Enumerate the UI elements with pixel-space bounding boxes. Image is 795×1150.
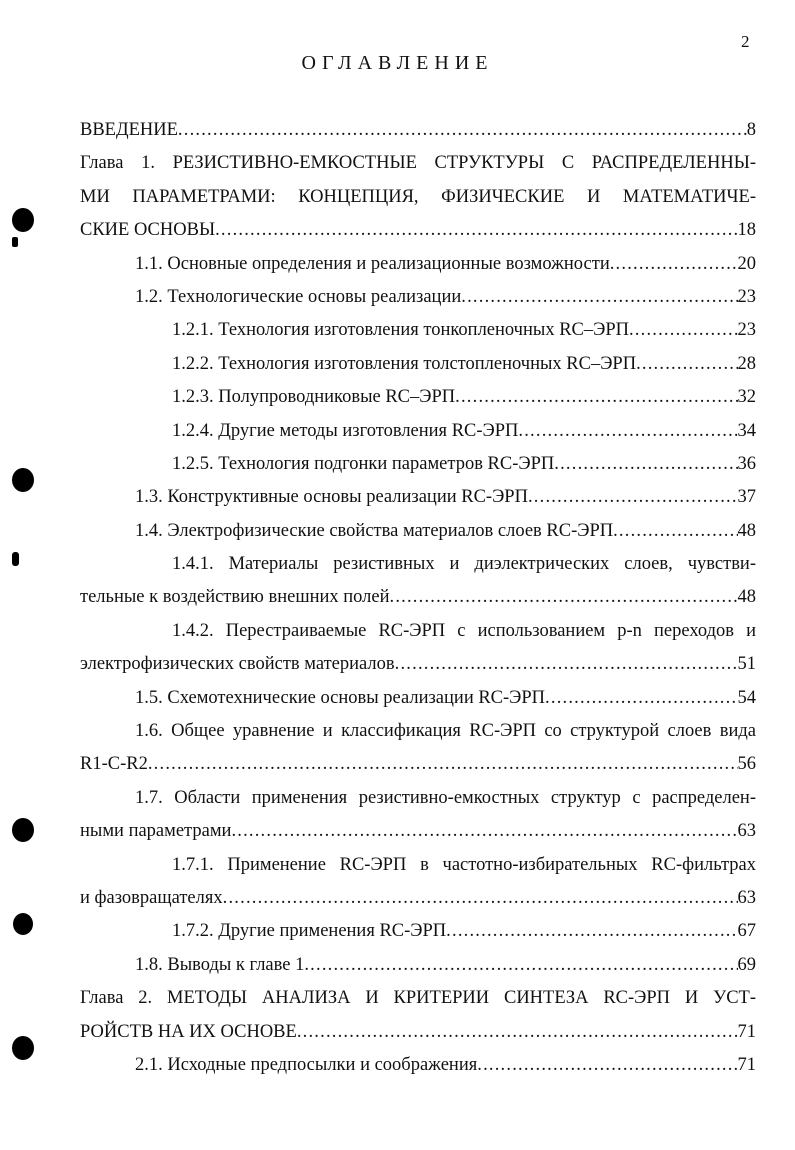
toc-entry-leader-line	[80, 581, 756, 614]
toc-entry-leader-line	[80, 314, 756, 347]
toc-entry-leader-line	[80, 481, 756, 514]
dot-leader	[613, 515, 737, 548]
toc-entry-title: РОЙСТВ НА ИХ ОСНОВЕ	[80, 1021, 297, 1042]
dot-leader	[528, 481, 738, 514]
toc-entry	[80, 548, 756, 615]
toc-entry-title: 1.2.2. Технология изготовления толстопленочных RC–ЭРП	[172, 353, 637, 374]
toc-entry-title: 1.2.4. Другие методы изготовления RC-ЭРП	[172, 420, 519, 441]
dot-leader	[461, 281, 737, 314]
dot-leader	[297, 1016, 738, 1049]
toc-entry	[80, 849, 756, 916]
toc-entry-leader-line	[80, 1049, 756, 1082]
toc-entry	[80, 114, 756, 147]
punch-hole-icon	[12, 1036, 34, 1060]
toc-entry	[80, 348, 756, 381]
dot-leader	[231, 815, 737, 848]
toc-entry	[80, 949, 756, 982]
toc-entry-page: 51	[737, 654, 756, 675]
toc-entry-title: СКИЕ ОСНОВЫ	[80, 220, 216, 241]
toc-entry-leader-line	[80, 415, 756, 448]
page-number: 2	[741, 32, 750, 51]
toc-entry	[80, 982, 756, 1049]
toc-entry-title: и фазовращателях	[80, 887, 223, 908]
toc-entry-leader-line	[80, 348, 756, 381]
toc-entry-page: 36	[737, 453, 756, 474]
toc-entry-page: 23	[737, 320, 756, 341]
toc-entry-title: ВВЕДЕНИЕ	[80, 120, 178, 140]
toc-entry-title: ными параметрами	[80, 821, 232, 842]
toc-entry	[80, 481, 756, 514]
toc-entry-leader-line	[80, 214, 756, 247]
toc-entry-leader-line	[80, 682, 756, 715]
dot-leader	[545, 682, 737, 715]
page-title: ОГЛАВЛЕНИЕ	[301, 52, 494, 74]
toc-entry-leader-line	[80, 515, 756, 548]
punch-hole-icon	[12, 237, 18, 247]
toc-entry-title: 1.4. Электрофизические свойства материалов слоев RC-ЭРП	[135, 520, 614, 541]
toc-entry-title: 1.2. Технологические основы реализации	[135, 286, 462, 307]
dot-leader	[610, 248, 738, 281]
toc-entry	[80, 715, 756, 782]
dot-leader	[215, 214, 737, 247]
toc-entry-title: 1.2.1. Технология изготовления тонкопленочных RC–ЭРП	[172, 320, 629, 341]
toc-entry-leader-line	[80, 448, 756, 481]
toc-entry-page: 69	[737, 954, 756, 975]
toc-entry-page: 8	[746, 120, 756, 140]
dot-leader	[554, 448, 737, 481]
dot-leader	[395, 648, 738, 681]
table-of-contents	[80, 114, 756, 1082]
toc-entry-page: 63	[737, 887, 756, 908]
toc-entry	[80, 248, 756, 281]
toc-entry	[80, 281, 756, 314]
toc-entry-text-line: Глава 2. МЕТОДЫ АНАЛИЗА И КРИТЕРИИ СИНТЕЗА RC-ЭРП И УСТ-	[80, 988, 756, 1009]
toc-entry	[80, 314, 756, 347]
toc-entry	[80, 782, 756, 849]
toc-entry-page: 56	[737, 754, 756, 775]
toc-entry-page: 32	[737, 387, 756, 408]
punch-hole-icon	[12, 552, 19, 566]
dot-leader	[477, 1049, 737, 1082]
toc-entry-leader-line	[80, 381, 756, 414]
dot-leader	[390, 581, 738, 614]
dot-leader	[636, 348, 737, 381]
toc-entry-title: 1.5. Схемотехнические основы реализации RC-ЭРП	[135, 687, 546, 708]
toc-entry-text-line: 1.7. Области применения резистивно-емкостных структур с распределен-	[135, 787, 756, 808]
toc-entry-title: R1-C-R2	[80, 754, 148, 775]
toc-entry-text-line: МИ ПАРАМЕТРАМИ: КОНЦЕПЦИЯ, ФИЗИЧЕСКИЕ И МАТЕМАТИЧЕ-	[80, 186, 756, 207]
toc-entry-title: 1.8. Выводы к главе 1	[135, 954, 305, 975]
dot-leader	[455, 381, 737, 414]
toc-entry-title: 1.1. Основные определения и реализационные возможности	[135, 253, 610, 274]
toc-entry-leader-line	[80, 648, 756, 681]
dot-leader	[178, 114, 747, 147]
toc-entry	[80, 381, 756, 414]
toc-entry	[80, 682, 756, 715]
toc-entry-text-line: Глава 1. РЕЗИСТИВНО-ЕМКОСТНЫЕ СТРУКТУРЫ С РАСПРЕДЕЛЕННЫ-	[80, 153, 756, 174]
toc-entry-text-line: 1.4.2. Перестраиваемые RC-ЭРП с использованием p-n переходов и	[172, 620, 756, 641]
punch-hole-icon	[13, 913, 33, 935]
toc-entry	[80, 147, 756, 247]
toc-entry-leader-line	[80, 748, 756, 781]
toc-entry-text-line: 1.6. Общее уравнение и классификация RC-ЭРП со структурой слоев вида	[135, 721, 756, 742]
punch-hole-icon	[12, 208, 34, 232]
toc-entry-page: 37	[737, 487, 756, 508]
toc-entry	[80, 1049, 756, 1082]
toc-entry	[80, 448, 756, 481]
dot-leader	[148, 748, 738, 781]
toc-entry-title: 2.1. Исходные предпосылки и соображения	[135, 1054, 478, 1075]
toc-entry-page: 20	[737, 253, 756, 274]
toc-entry	[80, 415, 756, 448]
toc-entry-title: электрофизических свойств материалов	[80, 654, 395, 675]
toc-entry-page: 28	[737, 353, 756, 374]
toc-entry-text-line: 1.4.1. Материалы резистивных и диэлектрических слоев, чувстви-	[172, 554, 756, 575]
dot-leader	[446, 915, 737, 948]
toc-entry-title: тельные к воздействию внешних полей	[80, 587, 390, 608]
toc-entry-page: 71	[737, 1054, 756, 1075]
toc-entry-leader-line	[80, 815, 756, 848]
toc-entry	[80, 615, 756, 682]
toc-entry-page: 18	[737, 220, 756, 241]
dot-leader	[518, 415, 737, 448]
toc-entry-leader-line	[80, 915, 756, 948]
toc-entry-page: 48	[737, 587, 756, 608]
toc-entry-title: 1.2.3. Полупроводниковые RC–ЭРП	[172, 387, 456, 408]
toc-entry-page: 34	[737, 420, 756, 441]
dot-leader	[223, 882, 738, 915]
punch-hole-icon	[12, 818, 34, 842]
toc-entry-page: 23	[737, 286, 756, 307]
toc-entry-leader-line	[80, 882, 756, 915]
toc-entry-page: 71	[737, 1021, 756, 1042]
toc-entry-leader-line	[80, 949, 756, 982]
toc-entry-page: 48	[737, 520, 756, 541]
toc-entry-page: 54	[737, 687, 756, 708]
dot-leader	[304, 949, 737, 982]
toc-entry-page: 63	[737, 821, 756, 842]
toc-entry-title: 1.2.5. Технология подгонки параметров RC-ЭРП	[172, 453, 555, 474]
punch-hole-icon	[12, 468, 34, 492]
dot-leader	[629, 314, 738, 347]
toc-entry	[80, 915, 756, 948]
toc-entry-leader-line	[80, 281, 756, 314]
toc-entry	[80, 515, 756, 548]
toc-entry-title: 1.7.2. Другие применения RC-ЭРП	[172, 921, 447, 942]
toc-entry-leader-line	[80, 1016, 756, 1049]
toc-entry-text-line: 1.7.1. Применение RC-ЭРП в частотно-избирательных RC-фильтрах	[172, 854, 756, 875]
toc-entry-leader-line	[80, 248, 756, 281]
toc-entry-title: 1.3. Конструктивные основы реализации RC-ЭРП	[135, 487, 528, 508]
toc-entry-page: 67	[737, 921, 756, 942]
toc-entry-leader-line	[80, 114, 756, 147]
